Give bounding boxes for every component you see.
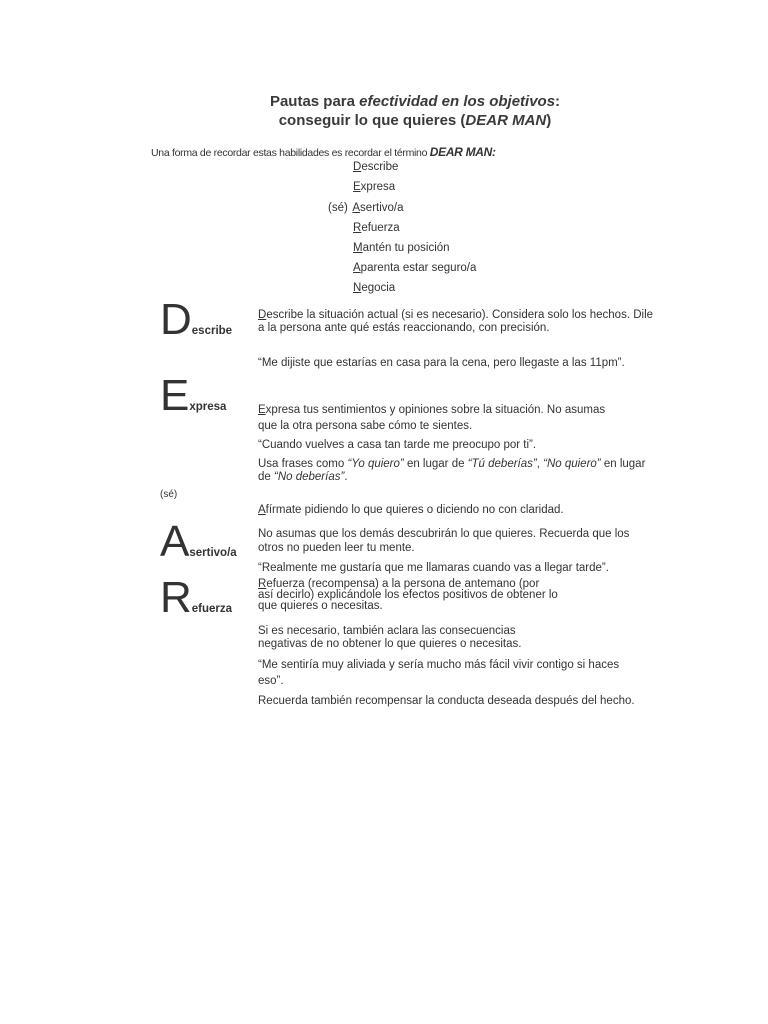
se-prefix: (sé)	[160, 489, 178, 500]
heading-refuerza: Refuerza	[160, 573, 233, 622]
acronym-item-asertivo: (sé) Asertivo/a	[328, 202, 404, 214]
acronym-item-negocia: Negocia	[353, 282, 396, 294]
asertivo-example: “Realmente me gustaría que me llamaras cuando vas a llegar tarde”.	[258, 562, 609, 574]
acronym-item-aparenta: Aparenta estar seguro/a	[353, 262, 477, 274]
describe-example: “Me dijiste que estarías en casa para la cena, pero llegaste a las 11pm”.	[258, 357, 625, 369]
heading-asertivo: Asertivo/a	[160, 517, 237, 566]
asertivo-paragraph-2: No asumas que los demás descubrirán lo que quieres. Recuerda que los otros no pueden leer tu mente.	[258, 528, 630, 554]
acronym-item-describe: Describe	[353, 161, 399, 173]
refuerza-paragraph-4: Recuerda también recompensar la conducta deseada después del hecho.	[258, 695, 635, 707]
refuerza-example: “Me sentiría muy aliviada y sería mucho más fácil vivir contigo si haces eso”.	[258, 659, 620, 687]
title-line-2: conseguir lo que quieres (DEAR MAN)	[278, 112, 552, 129]
heading-describe: Describe	[160, 295, 233, 344]
intro-text: Una forma de recordar estas habilidades es recordar el término DEAR MAN:	[151, 145, 496, 159]
expresa-paragraph-1: Expresa tus sentimientos y opiniones sobre la situación. No asumas que la otra persona sabe cómo te sientes.	[258, 404, 606, 432]
expresa-example: “Cuando vuelves a casa tan tarde me preocupo por ti”.	[258, 439, 537, 451]
title-line-1: Pautas para efectividad en los objetivos:	[269, 93, 561, 110]
acronym-item-expresa: Expresa	[353, 181, 396, 193]
heading-expresa: Expresa	[160, 371, 227, 420]
describe-paragraph-1: Describe la situación actual (si es necesario). Considera solo los hechos. Dile a la persona ante qué estás reaccionando, con precisión.	[258, 309, 654, 334]
acronym-item-manten: Mantén tu posición	[353, 242, 450, 254]
asertivo-paragraph-1: Afírmate pidiendo lo que quieres o diciendo no con claridad.	[258, 504, 564, 516]
expresa-paragraph-3: Usa frases como “Yo quiero” en lugar de “Tú deberías”, “No quiero” en lugar de “No deberías”.	[258, 458, 646, 483]
refuerza-paragraph-2: Si es necesario, también aclara las consecuencias negativas de no obtener lo que quieres o necesitas.	[258, 625, 522, 650]
refuerza-paragraph-1: Refuerza (recompensa) a la persona de antemano (por así decirlo) explicándole los efectos positivos de obtener lo que quieres o necesitas.	[258, 578, 558, 612]
page-title	[0, 92, 768, 130]
acronym-item-refuerza: Refuerza	[353, 222, 400, 234]
